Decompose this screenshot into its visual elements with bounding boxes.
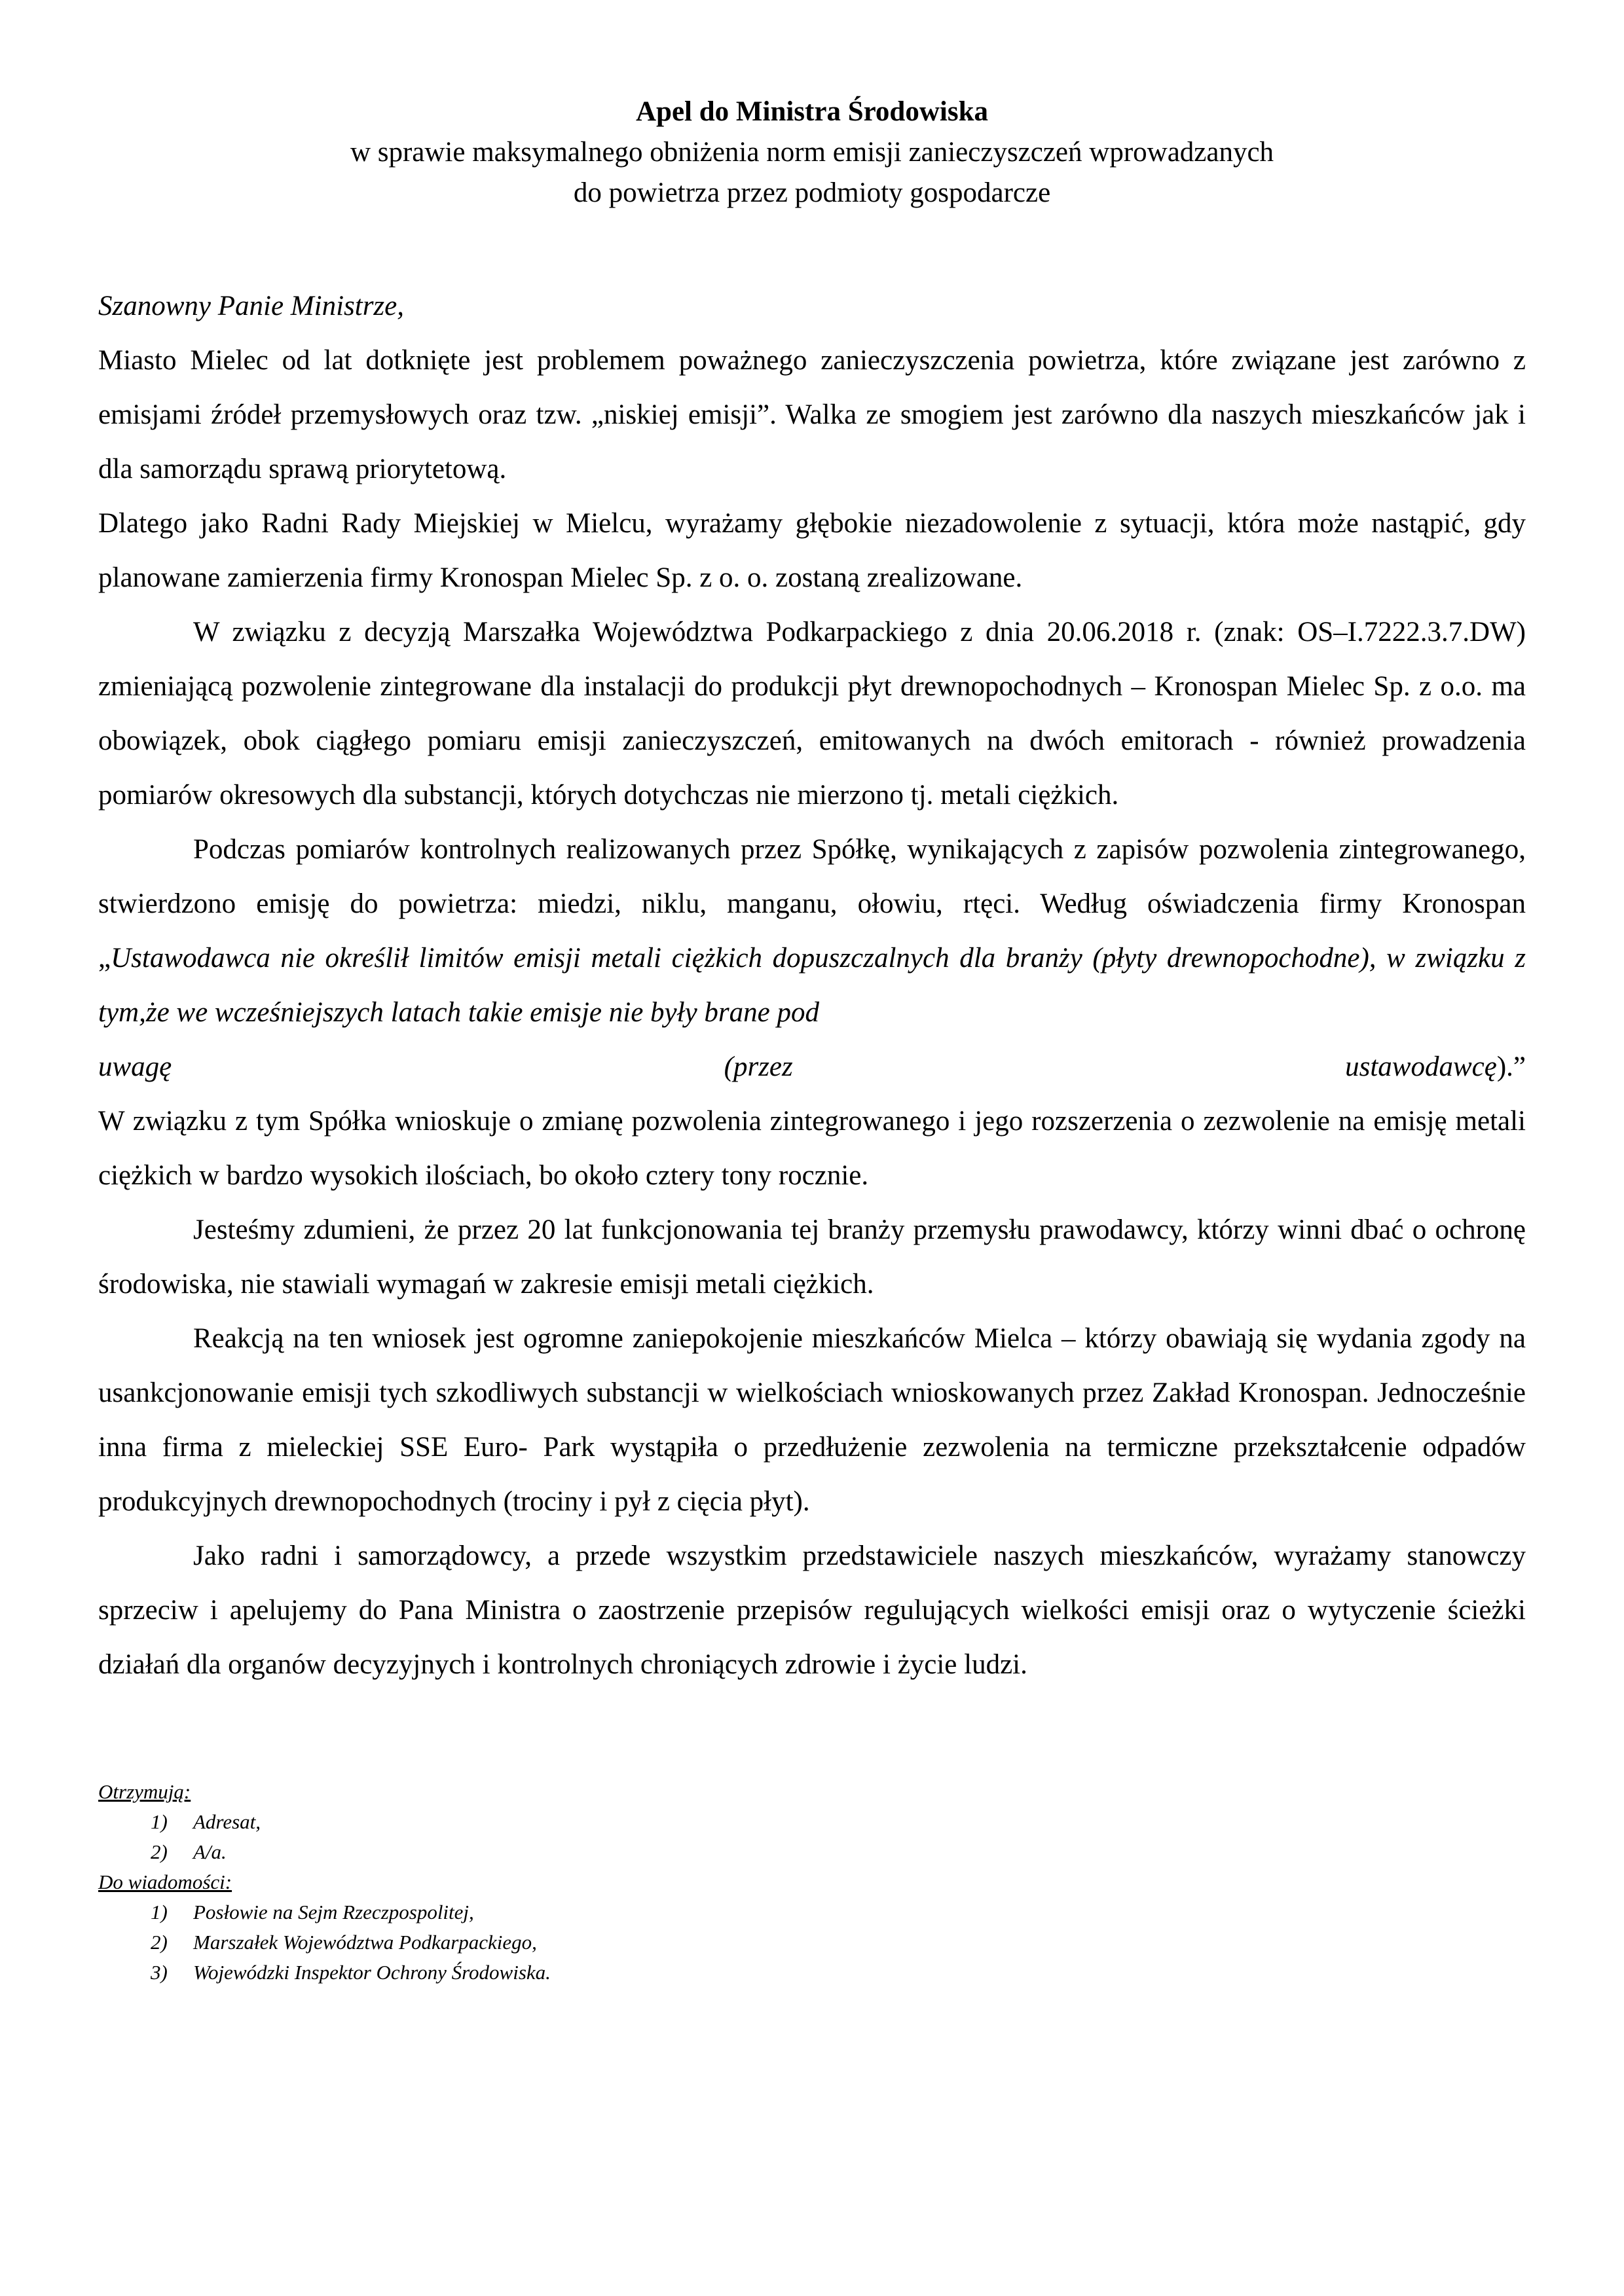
list-number: 2)	[151, 1840, 168, 1863]
quote-word-2: (przez	[724, 1051, 793, 1082]
list-item-label: Marszałek Województwa Podkarpackiego,	[193, 1931, 537, 1954]
quote-word-3-text: ustawodawcę	[1345, 1051, 1497, 1082]
recipients-list	[98, 1807, 1526, 1867]
letter-body	[98, 279, 1526, 1692]
paragraph-4-last-line	[98, 1040, 1526, 1094]
title-main: Apel do Ministra Środowiska	[636, 96, 988, 127]
quote-word-1: uwagę	[98, 1051, 172, 1082]
list-item	[98, 1837, 1526, 1867]
list-number: 2)	[151, 1931, 168, 1954]
paragraph-8: Jako radni i samorządowcy, a przede wszystkim przedstawiciele naszych mieszkańców, wyrażamy stanowczy sprzeciw i apelujemy do Pana Ministra o zaostrzenie przepisów regulujących wielkości emisji oraz o wytyczenie ścieżki działań dla organów decyzyjnych i kontrolnych chroniących zdrowie i życie ludzi.	[98, 1540, 1526, 1680]
recipients-heading: Otrzymują:	[98, 1780, 191, 1803]
distribution-list	[98, 1777, 1526, 1988]
document-title	[98, 92, 1526, 213]
list-number: 1)	[151, 1810, 168, 1833]
list-item	[98, 1927, 1526, 1958]
list-number: 1)	[151, 1901, 168, 1923]
paragraph-4	[98, 822, 1526, 1040]
for-info-list	[98, 1897, 1526, 1988]
document-page	[98, 92, 1526, 1988]
list-item	[98, 1897, 1526, 1927]
list-item-label: Posłowie na Sejm Rzeczpospolitej,	[193, 1901, 474, 1923]
paragraph-1: Miasto Mielec od lat dotknięte jest problemem poważnego zanieczyszczenia powietrza, które związane jest zarówno z emisjami źródeł przemysłowych oraz tzw. „niskiej emisji”. Walka ze smogiem jest zarówno dla naszych mieszkańców jak i dla samorządu sprawą priorytetową.	[98, 345, 1526, 484]
title-subtitle-line2: do powietrza przez podmioty gospodarcze	[573, 177, 1051, 208]
list-item	[98, 1958, 1526, 1988]
paragraph-6: Jesteśmy zdumieni, że przez 20 lat funkcjonowania tej branży przemysłu prawodawcy, którzy winni dbać o ochronę środowiska, nie stawiali wymagań w zakresie emisji metali ciężkich.	[98, 1214, 1526, 1300]
paragraph-4-text: Podczas pomiarów kontrolnych realizowanych przez Spółkę, wynikających z zapisów pozwolenia zintegrowanego, stwierdzono emisję do powietrza: miedzi, niklu, manganu, ołowiu, rtęci. Według oświadczenia firmy Kronospan „	[98, 834, 1526, 974]
paragraph-5: W związku z tym Spółka wnioskuje o zmianę pozwolenia zintegrowanego i jego rozszerzenia o zezwolenie na emisję metali ciężkich w bardzo wysokich ilościach, bo około cztery tony rocznie.	[98, 1106, 1526, 1191]
list-item-label: Adresat,	[193, 1810, 261, 1833]
paragraph-3: W związku z decyzją Marszałka Województwa Podkarpackiego z dnia 20.06.2018 r. (znak: OS–I.7222.3.7.DW) zmieniającą pozwolenie zintegrowane dla instalacji do produkcji płyt drewnopochodnych – Kronospan Mielec Sp. z o.o. ma obowiązek, obok ciągłego pomiaru emisji zanieczyszczeń, emitowanych na dwóch emitorach - również prowadzenia pomiarów okresowych dla substancji, których dotychczas nie mierzono tj. metali ciężkich.	[98, 617, 1526, 811]
salutation: Szanowny Panie Ministrze,	[98, 291, 404, 321]
title-subtitle-line1: w sprawie maksymalnego obniżenia norm emisji zanieczyszczeń wprowadzanych	[350, 137, 1274, 168]
quote-close: ).”	[1496, 1051, 1526, 1082]
paragraph-7: Reakcją na ten wniosek jest ogromne zaniepokojenie mieszkańców Mielca – którzy obawiają się wydania zgody na usankcjonowanie emisji tych szkodliwych substancji w wielkościach wnioskowanych przez Zakład Kronospan. Jednocześnie inna firma z mieleckiej SSE Euro- Park wystąpiła o przedłużenie zezwolenia na termiczne przekształcenie odpadów produkcyjnych drewnopochodnych (trociny i pył z cięcia płyt).	[98, 1323, 1526, 1517]
list-item-label: Wojewódzki Inspektor Ochrony Środowiska.	[193, 1961, 551, 1984]
paragraph-4-quote: Ustawodawca nie określił limitów emisji metali ciężkich dopuszczalnych dla branży (płyty drewnopochodne), w związku z tym,że we wcześniejszych latach takie emisje nie były brane pod	[98, 943, 1526, 1028]
list-item-label: A/a.	[193, 1840, 227, 1863]
list-number: 3)	[151, 1961, 168, 1984]
list-item	[98, 1807, 1526, 1837]
quote-word-3	[1345, 1040, 1526, 1094]
for-info-heading: Do wiadomości:	[98, 1870, 232, 1893]
paragraph-2: Dlatego jako Radni Rady Miejskiej w Mielcu, wyrażamy głębokie niezadowolenie z sytuacji, która może nastąpić, gdy planowane zamierzenia firmy Kronospan Mielec Sp. z o. o. zostaną zrealizowane.	[98, 508, 1526, 593]
